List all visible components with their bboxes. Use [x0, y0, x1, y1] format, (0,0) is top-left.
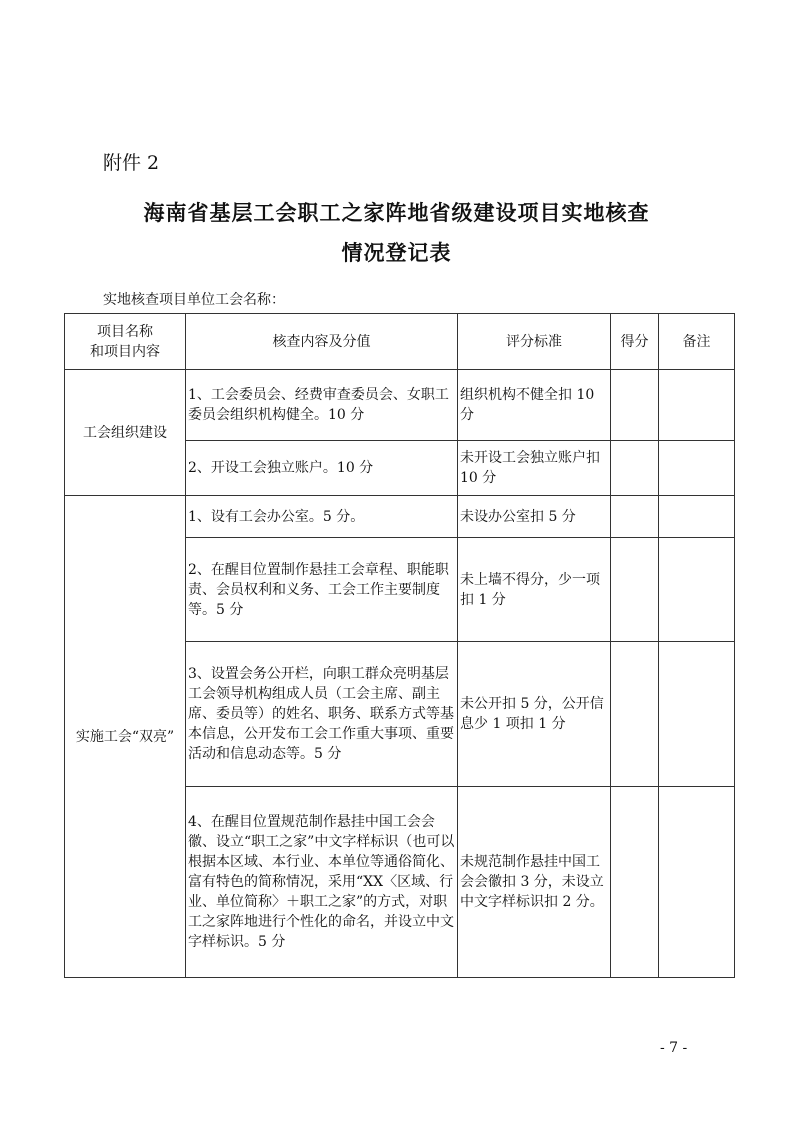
remarks-cell[interactable] — [659, 642, 735, 787]
remarks-cell[interactable] — [659, 370, 735, 441]
score-cell[interactable] — [611, 370, 659, 441]
criteria-cell: 未开设工会独立账户扣 10 分 — [458, 441, 611, 496]
remarks-cell[interactable] — [659, 496, 735, 538]
verification-table — [64, 313, 735, 978]
header-item-line2: 和项目内容 — [90, 343, 160, 360]
remarks-cell[interactable] — [659, 441, 735, 496]
document-title-line2: 情况登记表 — [341, 241, 452, 265]
header-remarks: 备注 — [659, 314, 735, 370]
remarks-cell[interactable] — [659, 538, 735, 642]
criteria-cell: 组织机构不健全扣 10 分 — [458, 370, 611, 441]
score-cell[interactable] — [611, 496, 659, 538]
category-cell: 工会组织建设 — [65, 370, 186, 496]
content-cell: 1、工会委员会、经费审查委员会、女职工委员会组织机构健全。10 分 — [186, 370, 458, 441]
attachment-label: 附件 2 — [103, 152, 160, 174]
header-item — [65, 314, 186, 370]
score-cell[interactable] — [611, 441, 659, 496]
table-header-row — [65, 314, 735, 370]
header-score: 得分 — [611, 314, 659, 370]
table-row — [65, 370, 735, 441]
unit-name-label: 实地核查项目单位工会名称： — [103, 292, 285, 308]
score-cell[interactable] — [611, 642, 659, 787]
score-cell[interactable] — [611, 787, 659, 978]
content-cell: 3、设置会务公开栏，向职工群众亮明基层工会领导机构组成人员（工会主席、副主席、委员等）的姓名、职务、联系方式等基本信息，公开发布工会工作重大事项、重要活动和信息动态等。5 分 — [186, 642, 458, 787]
header-item-line1: 项目名称 — [97, 323, 153, 340]
content-cell: 2、在醒目位置制作悬挂工会章程、职能职责、会员权利和义务、工会工作主要制度等。5 分 — [186, 538, 458, 642]
remarks-cell[interactable] — [659, 787, 735, 978]
page-number: - 7 - — [660, 1040, 688, 1056]
score-cell[interactable] — [611, 538, 659, 642]
content-cell: 4、在醒目位置规范制作悬挂中国工会会徽、设立“职工之家”中文字样标识（也可以根据本区域、本行业、本单位等通俗简化、富有特色的简称情况，采用“XX〈区域、行业、单位简称〉＋职工之家”的方式，对职工之家阵地进行个性化的命名，并设立中文字样标识。5 分 — [186, 787, 458, 978]
criteria-cell: 未上墙不得分，少一项扣 1 分 — [458, 538, 611, 642]
content-cell: 2、开设工会独立账户。10 分 — [186, 441, 458, 496]
criteria-cell: 未设办公室扣 5 分 — [458, 496, 611, 538]
category-cell: 实施工会“双亮” — [65, 496, 186, 978]
header-criteria: 评分标准 — [458, 314, 611, 370]
content-cell: 1、设有工会办公室。5 分。 — [186, 496, 458, 538]
criteria-cell: 未规范制作悬挂中国工会会徽扣 3 分，未设立中文字样标识扣 2 分。 — [458, 787, 611, 978]
document-title-line1: 海南省基层工会职工之家阵地省级建设项目实地核查 — [143, 201, 650, 225]
table-row — [65, 496, 735, 538]
header-content: 核查内容及分值 — [186, 314, 458, 370]
criteria-cell: 未公开扣 5 分，公开信息少 1 项扣 1 分 — [458, 642, 611, 787]
